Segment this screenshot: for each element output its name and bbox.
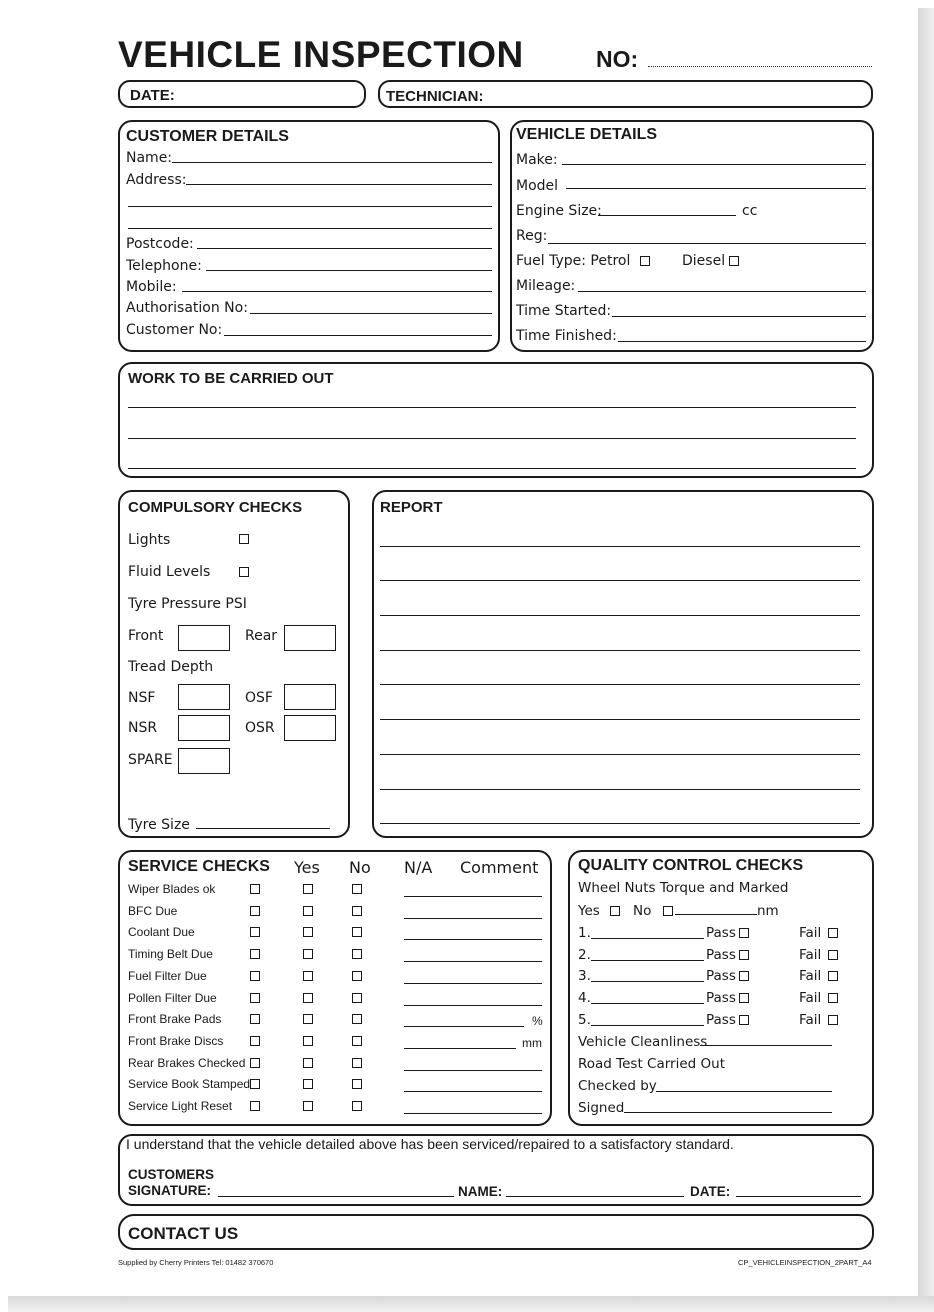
qc-row-number: 5. xyxy=(578,1011,591,1028)
service-item-label: Service Book Stamped xyxy=(128,1077,251,1092)
service-pass-checkbox[interactable] xyxy=(250,949,260,959)
qc-fail-label: Fail xyxy=(799,925,822,941)
qc-fail-label: Fail xyxy=(799,968,822,985)
service-pass-checkbox[interactable] xyxy=(250,971,260,981)
service-comment-field[interactable] xyxy=(404,1091,542,1092)
declaration-name-field[interactable] xyxy=(506,1196,684,1197)
report-line[interactable] xyxy=(380,650,860,651)
checked-by-field[interactable] xyxy=(656,1091,832,1092)
customer-postcode-field[interactable] xyxy=(197,248,492,249)
customers-label: CUSTOMERS xyxy=(128,1167,215,1182)
report-title: REPORT xyxy=(380,499,443,516)
signed-label: Signed xyxy=(578,1100,625,1116)
page-shadow-right xyxy=(918,8,934,1312)
report-line[interactable] xyxy=(380,823,860,824)
qc-row-field[interactable] xyxy=(591,960,704,961)
qc-pass-label: Pass xyxy=(706,1011,736,1028)
qc-fail-checkbox[interactable] xyxy=(828,950,838,960)
qc-row-number: 2. xyxy=(578,946,591,963)
qc-fail-checkbox[interactable] xyxy=(828,1015,838,1025)
service-fail-checkbox[interactable] xyxy=(303,927,313,937)
service-fail-checkbox[interactable] xyxy=(303,1014,313,1024)
declaration-date-label: DATE: xyxy=(690,1184,731,1199)
wheel-nuts-label: Wheel Nuts Torque and Marked xyxy=(578,880,789,896)
service-item-label: Front Brake Discs xyxy=(128,1033,224,1048)
service-pass-checkbox[interactable] xyxy=(250,884,260,894)
tyre-size-field[interactable] xyxy=(196,828,330,829)
vehicle-cc-label: cc xyxy=(742,203,758,219)
qc-row-field[interactable] xyxy=(591,981,704,982)
osr-label: OSR xyxy=(245,720,275,736)
service-fail-checkbox[interactable] xyxy=(303,884,313,894)
date-field[interactable] xyxy=(118,80,366,108)
report-line[interactable] xyxy=(380,580,860,581)
vehicle-cleanliness-field[interactable] xyxy=(700,1045,832,1046)
osf-label: OSF xyxy=(245,690,273,706)
wheel-nuts-nm-label: nm xyxy=(757,903,779,919)
work-line-2[interactable] xyxy=(128,438,856,439)
qc-pass-label: Pass xyxy=(706,946,736,963)
service-na-checkbox[interactable] xyxy=(352,1058,362,1068)
service-pass-checkbox[interactable] xyxy=(250,906,260,916)
vehicle-make-field[interactable] xyxy=(562,164,866,165)
qc-fail-checkbox[interactable] xyxy=(828,928,838,938)
qc-fail-checkbox[interactable] xyxy=(828,971,838,981)
technician-field[interactable] xyxy=(378,80,873,108)
osr-box[interactable] xyxy=(284,715,336,741)
customer-postcode-label: Postcode: xyxy=(126,236,194,252)
service-item-label: Timing Belt Due xyxy=(128,947,213,962)
service-checks-title: SERVICE CHECKS xyxy=(128,858,270,875)
vehicle-engine-field[interactable] xyxy=(598,215,736,216)
service-pass-checkbox[interactable] xyxy=(250,927,260,937)
form-number-label: NO: xyxy=(596,46,639,72)
quality-control-title: QUALITY CONTROL CHECKS xyxy=(578,857,804,874)
checked-by-label: Checked by xyxy=(578,1078,657,1094)
service-na-checkbox[interactable] xyxy=(352,927,362,937)
service-fail-checkbox[interactable] xyxy=(303,1036,313,1046)
qc-pass-checkbox[interactable] xyxy=(739,928,749,938)
nsr-box[interactable] xyxy=(178,715,230,741)
nsr-label: NSR xyxy=(128,720,158,736)
service-pass-checkbox[interactable] xyxy=(250,1079,260,1089)
service-comment-field[interactable] xyxy=(404,1113,542,1114)
wheel-nuts-yes-checkbox[interactable] xyxy=(610,906,620,916)
vehicle-fuel-label: Fuel Type: Petrol xyxy=(516,253,631,269)
service-pass-checkbox[interactable] xyxy=(250,1101,260,1111)
service-no-header: No xyxy=(349,858,371,877)
qc-pass-label: Pass xyxy=(706,990,736,1007)
service-comment-header: Comment xyxy=(460,858,539,877)
tyre-size-label: Tyre Size xyxy=(128,817,190,833)
vehicle-time-started-field[interactable] xyxy=(612,316,866,317)
contact-title: CONTACT US xyxy=(128,1224,239,1243)
service-na-checkbox[interactable] xyxy=(352,884,362,894)
supplier-footer: Supplied by Cherry Printers Tel: 01482 370670 xyxy=(118,1258,274,1267)
service-item-label: Coolant Due xyxy=(128,925,195,940)
customer-number-field[interactable] xyxy=(224,335,492,336)
osf-box[interactable] xyxy=(284,684,336,710)
lights-checkbox[interactable] xyxy=(239,534,249,544)
qc-pass-checkbox[interactable] xyxy=(739,971,749,981)
page-title: VEHICLE INSPECTION xyxy=(118,34,524,75)
front-pressure-box[interactable] xyxy=(178,625,230,651)
declaration-date-field[interactable] xyxy=(736,1196,861,1197)
service-na-checkbox[interactable] xyxy=(352,1101,362,1111)
customer-address-field-2[interactable] xyxy=(128,206,492,207)
qc-row-field[interactable] xyxy=(591,1003,704,1004)
customer-authorisation-label: Authorisation No: xyxy=(126,300,248,316)
customer-address-field-3[interactable] xyxy=(128,228,492,229)
vehicle-mileage-label: Mileage: xyxy=(516,278,576,294)
qc-row-number: 4. xyxy=(578,990,591,1007)
vehicle-time-finished-field[interactable] xyxy=(618,341,866,342)
signed-field[interactable] xyxy=(624,1112,832,1113)
vehicle-make-label: Make: xyxy=(516,152,558,168)
service-item-label: Front Brake Pads xyxy=(128,1012,222,1027)
road-test-label: Road Test Carried Out xyxy=(578,1056,725,1072)
service-fail-checkbox[interactable] xyxy=(303,1101,313,1111)
report-line[interactable] xyxy=(380,789,860,790)
vehicle-time-finished-label: Time Finished: xyxy=(516,328,617,344)
vehicle-model-field[interactable] xyxy=(566,188,866,189)
date-label: DATE: xyxy=(130,87,175,104)
service-fail-checkbox[interactable] xyxy=(303,1058,313,1068)
vehicle-diesel-label: Diesel xyxy=(682,253,726,269)
service-item-label: BFC Due xyxy=(128,903,178,918)
service-na-checkbox[interactable] xyxy=(352,949,362,959)
wheel-nuts-yes-label: Yes xyxy=(578,903,600,919)
qc-fail-label: Fail xyxy=(799,1011,822,1028)
work-line-3[interactable] xyxy=(128,468,856,469)
customer-mobile-field[interactable] xyxy=(182,291,492,292)
service-na-checkbox[interactable] xyxy=(352,1079,362,1089)
fluid-levels-label: Fluid Levels xyxy=(128,564,211,580)
qc-pass-checkbox[interactable] xyxy=(739,1015,749,1025)
rear-pressure-box[interactable] xyxy=(284,625,336,651)
vehicle-reg-label: Reg: xyxy=(516,228,548,244)
page-shadow-bottom xyxy=(8,1296,934,1312)
customer-address-label: Address: xyxy=(126,172,187,188)
service-item-label: Fuel Filter Due xyxy=(128,968,207,983)
service-item-label: Rear Brakes Checked xyxy=(128,1055,246,1070)
service-yes-header: Yes xyxy=(294,858,320,877)
service-fail-checkbox[interactable] xyxy=(303,993,313,1003)
technician-label: TECHNICIAN: xyxy=(386,88,484,105)
service-fail-checkbox[interactable] xyxy=(303,949,313,959)
report-line[interactable] xyxy=(380,684,860,685)
nsf-box[interactable] xyxy=(178,684,230,710)
service-na-checkbox[interactable] xyxy=(352,1036,362,1046)
qc-fail-checkbox[interactable] xyxy=(828,993,838,1003)
vehicle-time-started-label: Time Started: xyxy=(516,303,612,319)
qc-fail-label: Fail xyxy=(799,946,822,963)
qc-row-number: 1. xyxy=(578,925,591,941)
fluid-levels-checkbox[interactable] xyxy=(239,567,249,577)
signature-label: SIGNATURE: xyxy=(128,1183,211,1198)
customer-name-label: Name: xyxy=(126,150,173,166)
service-item-label: Service Light Reset xyxy=(128,1099,233,1113)
customer-address-field-1[interactable] xyxy=(186,184,492,185)
service-comment-field[interactable] xyxy=(404,939,542,940)
service-pass-checkbox[interactable] xyxy=(250,1036,260,1046)
report-line[interactable] xyxy=(380,615,860,616)
service-item-label: Pollen Filter Due xyxy=(128,990,217,1005)
service-na-checkbox[interactable] xyxy=(352,993,362,1003)
service-comment-field[interactable] xyxy=(404,918,542,919)
compulsory-checks-title: COMPULSORY CHECKS xyxy=(128,499,303,516)
work-title: WORK TO BE CARRIED OUT xyxy=(128,370,334,387)
report-line[interactable] xyxy=(380,546,860,547)
declaration-name-label: NAME: xyxy=(458,1184,503,1199)
customer-telephone-field[interactable] xyxy=(206,270,492,271)
customer-name-field[interactable] xyxy=(172,162,492,163)
qc-pass-checkbox[interactable] xyxy=(739,993,749,1003)
service-pass-checkbox[interactable] xyxy=(250,1058,260,1068)
customer-authorisation-field[interactable] xyxy=(250,313,492,314)
rear-label: Rear xyxy=(245,628,278,644)
vehicle-cleanliness-label: Vehicle Cleanliness xyxy=(578,1034,708,1050)
declaration-text: I understand that the vehicle detailed above has been serviced/repaired to a satisfactory standard. xyxy=(126,1136,734,1152)
service-na-checkbox[interactable] xyxy=(352,971,362,981)
service-pass-checkbox[interactable] xyxy=(250,993,260,1003)
qc-pass-checkbox[interactable] xyxy=(739,950,749,960)
percent-unit-label: % xyxy=(532,1014,543,1029)
service-fail-checkbox[interactable] xyxy=(303,971,313,981)
report-section xyxy=(372,490,874,838)
service-comment-field[interactable] xyxy=(404,1070,542,1071)
customer-telephone-label: Telephone: xyxy=(126,258,202,274)
lights-label: Lights xyxy=(128,532,171,548)
qc-fail-label: Fail xyxy=(799,990,822,1007)
qc-pass-label: Pass xyxy=(706,968,736,985)
service-na-checkbox[interactable] xyxy=(352,1014,362,1024)
vehicle-reg-field[interactable] xyxy=(548,243,866,244)
spare-box[interactable] xyxy=(178,748,230,774)
qc-pass-label: Pass xyxy=(706,925,736,941)
service-comment-field[interactable] xyxy=(404,1026,524,1027)
service-fail-checkbox[interactable] xyxy=(303,1079,313,1089)
mm-unit-label: mm xyxy=(522,1035,542,1050)
report-line[interactable] xyxy=(380,719,860,720)
customer-details-title: CUSTOMER DETAILS xyxy=(126,128,289,145)
tread-depth-label: Tread Depth xyxy=(128,659,214,675)
vehicle-model-label: Model xyxy=(516,178,559,194)
spare-label: SPARE xyxy=(128,752,173,768)
service-comment-field[interactable] xyxy=(404,896,542,897)
tyre-pressure-label: Tyre Pressure PSI xyxy=(128,596,247,612)
fuel-petrol-checkbox[interactable] xyxy=(640,256,650,266)
service-na-header: N/A xyxy=(404,858,433,877)
qc-row-field[interactable] xyxy=(591,938,704,939)
customer-signature-field[interactable] xyxy=(218,1196,454,1197)
customer-number-label: Customer No: xyxy=(126,322,223,338)
work-line-1[interactable] xyxy=(128,407,856,408)
vehicle-details-title: VEHICLE DETAILS xyxy=(516,126,658,143)
fuel-diesel-checkbox[interactable] xyxy=(729,256,739,266)
report-line[interactable] xyxy=(380,754,860,755)
front-label: Front xyxy=(128,628,164,644)
service-item-label: Wiper Blades ok xyxy=(128,882,216,896)
service-fail-checkbox[interactable] xyxy=(303,906,313,916)
wheel-nuts-no-checkbox[interactable] xyxy=(663,906,673,916)
service-comment-field[interactable] xyxy=(404,1005,542,1006)
service-comment-field[interactable] xyxy=(404,1048,516,1049)
form-number-field[interactable] xyxy=(648,66,872,67)
form-code-footer: CP_VEHICLEINSPECTION_2PART_A4 xyxy=(738,1258,872,1267)
service-na-checkbox[interactable] xyxy=(352,906,362,916)
wheel-nuts-no-label: No xyxy=(633,903,652,919)
nsf-label: NSF xyxy=(128,690,156,706)
vehicle-engine-label: Engine Size: xyxy=(516,203,602,219)
qc-row-field[interactable] xyxy=(591,1025,704,1026)
customer-mobile-label: Mobile: xyxy=(126,279,177,295)
wheel-nuts-nm-field[interactable] xyxy=(675,914,757,915)
service-pass-checkbox[interactable] xyxy=(250,1014,260,1024)
vehicle-mileage-field[interactable] xyxy=(578,291,866,292)
qc-row-number: 3. xyxy=(578,968,591,985)
service-comment-field[interactable] xyxy=(404,983,542,984)
service-comment-field[interactable] xyxy=(404,961,542,962)
